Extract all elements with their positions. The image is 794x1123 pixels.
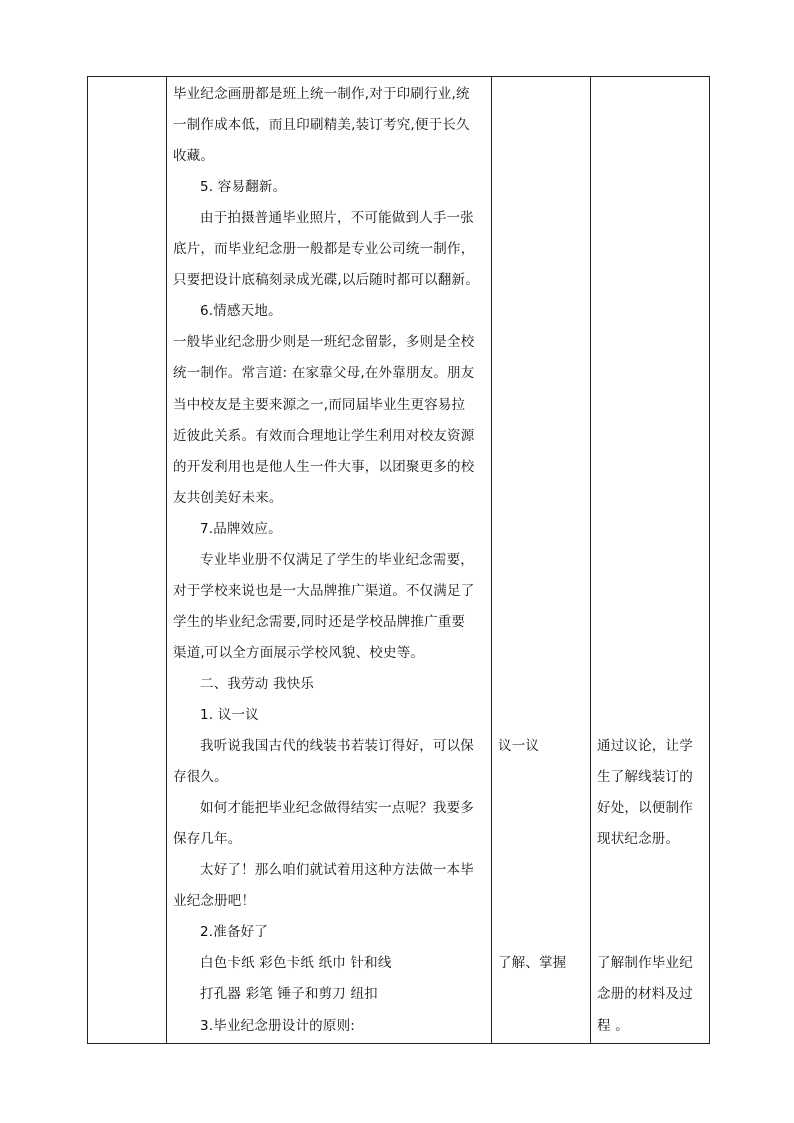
content-line: 5. 容易翻新。: [200, 179, 287, 196]
design-intent-cell: [591, 77, 710, 1044]
design-intent-text: [591, 77, 709, 1043]
content-line: 业纪念册吧！: [173, 893, 256, 910]
content-line: 由于拍摄普通毕业照片，不可能做到人手一张: [200, 210, 474, 227]
content-line: 底片，而毕业纪念册一般都是专业公司统一制作，: [173, 241, 475, 258]
content-line: 毕业纪念画册都是班上统一制作,对于印刷行业,统: [173, 86, 470, 102]
content-line: 学生的毕业纪念需要,同时还是学校品牌推广重要: [173, 613, 466, 630]
content-line: 当中校友是主要来源之一,而同届毕业生更容易拉: [173, 396, 466, 413]
intent-line: 生了解线装订的: [597, 769, 693, 786]
table-row: [88, 77, 710, 1044]
content-line: 近彼此关系。有效而合理地让学生利用对校友资源: [173, 427, 475, 444]
content-line: 收藏。: [173, 148, 215, 165]
activity-line: 议一议: [498, 738, 540, 755]
teaching-content-cell: [167, 77, 492, 1044]
content-line: 一制作成本低，而且印刷精美,装订考究,便于长久: [173, 117, 470, 134]
intent-line: 现状纪念册。: [597, 831, 680, 848]
content-line: 打孔器 彩笔 锤子和剪刀 纽扣: [200, 986, 378, 1003]
content-line: 对于学校来说也是一大品牌推广渠道。不仅满足了: [173, 582, 475, 599]
intent-line: 念册的材料及过: [597, 986, 693, 1003]
intent-line: 通过议论，让学: [597, 738, 693, 755]
content-line: 2.准备好了: [200, 924, 269, 941]
content-line: 二、我劳动 我快乐: [200, 675, 315, 692]
content-line: 如何才能把毕业纪念做得结实一点呢？我要多: [200, 800, 474, 817]
content-line: 的开发利用也是他人生一件大事，以团聚更多的校: [173, 458, 475, 475]
content-line: 保存几年。: [173, 831, 242, 848]
content-line: 1. 议一议: [200, 707, 259, 723]
student-activity-text: [492, 77, 590, 1043]
content-line: 友共创美好未来。: [173, 489, 283, 506]
intent-line: 好处，以便制作: [597, 800, 693, 817]
stage-column-cell: [88, 77, 167, 1044]
lesson-plan-table: [87, 76, 710, 1044]
content-line: 存很久。: [173, 769, 228, 786]
content-line: 一般毕业纪念册少则是一班纪念留影，多则是全校: [173, 334, 475, 351]
content-line: 7.品牌效应。: [200, 520, 282, 537]
content-line: 只要把设计底稿刻录成光碟,以后随时都可以翻新。: [173, 272, 479, 289]
teaching-content-text: [167, 77, 491, 1043]
content-line: 专业毕业册不仅满足了学生的毕业纪念需要，: [200, 551, 474, 568]
content-line: 渠道,可以全方面展示学校风貌、校史等。: [173, 644, 425, 661]
content-line: 白色卡纸 彩色卡纸 纸巾 针和线: [200, 955, 392, 972]
intent-line: 程 。: [597, 1017, 629, 1034]
content-line: 统一制作。常言道: 在家靠父母,在外靠朋友。朋友: [173, 365, 475, 382]
content-line: 太好了！那么咱们就试着用这种方法做一本毕: [200, 862, 474, 879]
content-line: 我听说我国古代的线装书若装订得好，可以保: [200, 738, 474, 755]
intent-line: 了解制作毕业纪: [597, 955, 693, 972]
content-line: 3.毕业纪念册设计的原则:: [200, 1017, 356, 1034]
activity-line: 了解、掌握: [498, 955, 567, 972]
student-activity-cell: [492, 77, 591, 1044]
content-line: 6.情感天地。: [200, 303, 282, 320]
